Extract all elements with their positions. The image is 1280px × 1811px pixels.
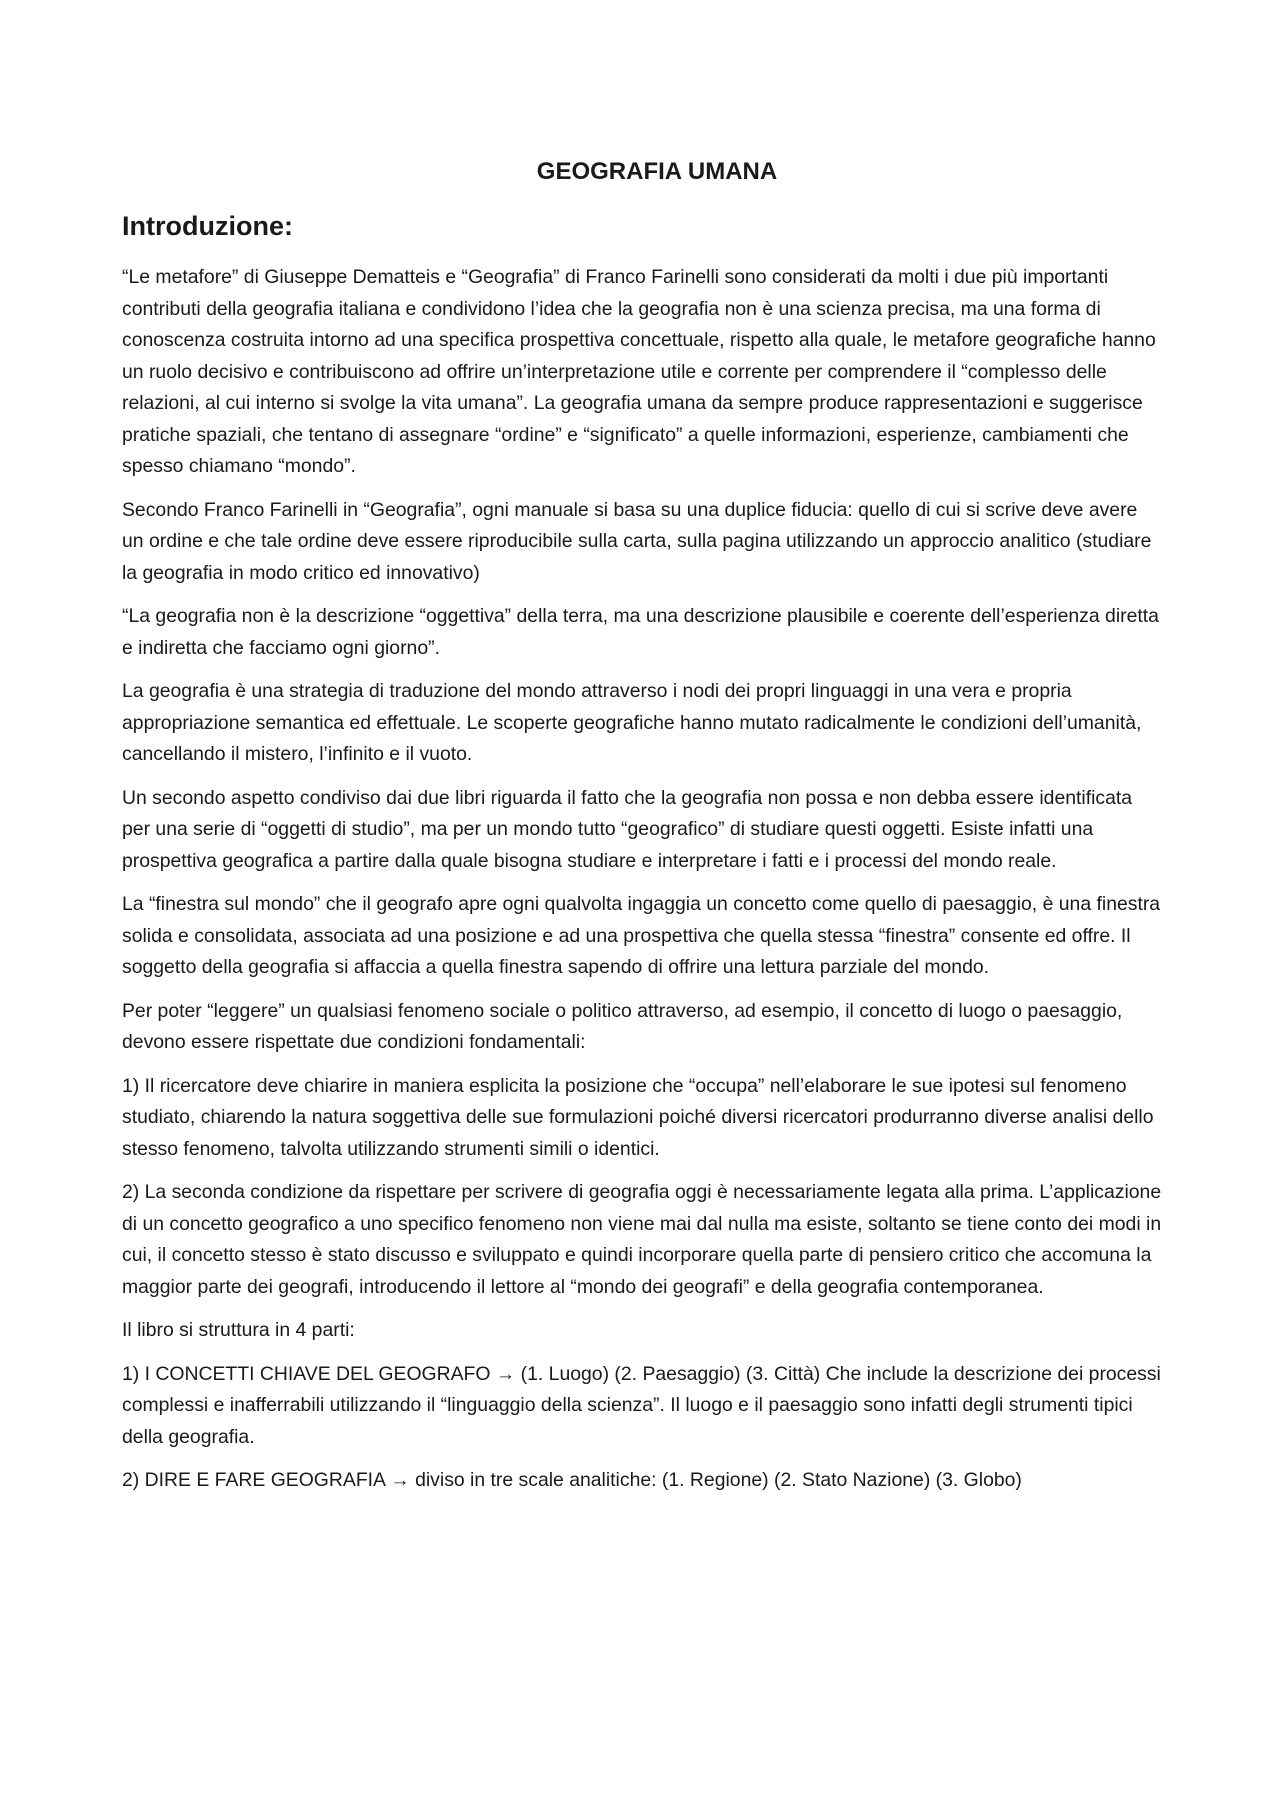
section-heading-introduzione: Introduzione:	[122, 211, 293, 241]
paragraph: “Le metafore” di Giuseppe Dematteis e “Geografia” di Franco Farinelli sono considerati da molti i due più importanti contributi della geografia italiana e condividono l’idea che la geografia non è una scienza precisa, ma una forma di conoscenza costruita intorno ad una specifica prospettiva concettuale, rispetto alla quale, le metafore geografiche hanno un ruolo decisivo e contribuiscono ad offrire un’interpretazione utile e corrente per comprendere il “complesso delle relazioni, al cui interno si svolge la vita umana”. La geografia umana da sempre produce rappresentazioni e suggerisce pratiche spaziali, che tentano di assegnare “ordine” e “significato” a quelle informazioni, esperienze, cambiamenti che spesso chiamano “mondo”.	[122, 266, 1156, 477]
paragraph: Il libro si struttura in 4 parti:	[122, 1319, 355, 1341]
arrow-right-icon: →	[495, 1362, 516, 1385]
quote-paragraph: “La geografia non è la descrizione “oggettiva” della terra, ma una descrizione plausibile e coerente dell’esperienza diretta e indiretta che facciamo ogni giorno”.	[122, 605, 1159, 659]
condition-1-paragraph: 1) Il ricercatore deve chiarire in maniera esplicita la posizione che “occupa” nell’elaborare le sue ipotesi sul fenomeno studiato, chiarendo la natura soggettiva delle sue formulazioni poiché diversi ricercatori produrranno diverse analisi dello stesso fenomeno, talvolta utilizzando strumenti simili o identici.	[122, 1074, 1154, 1160]
list-item-prefix: 1) I CONCETTI CHIAVE DEL GEOGRAFO	[122, 1362, 491, 1385]
arrow-right-icon: →	[390, 1469, 410, 1491]
list-item	[122, 1465, 1162, 1497]
document-page	[122, 156, 1162, 1509]
list-item-text: (1. Luogo) (2. Paesaggio) (3. Città) Che include la descrizione dei processi complessi e inafferrabili utilizzando il “linguaggio della scienza”. Il luogo e il paesaggio sono infatti degli strumenti tipici della geografia.	[122, 1362, 1161, 1448]
list-item-prefix: 2) DIRE E FARE GEOGRAFIA	[122, 1469, 385, 1491]
paragraph: La geografia è una strategia di traduzione del mondo attraverso i nodi dei propri linguaggi in una vera e propria appropriazione semantica ed effettuale. Le scoperte geografiche hanno mutato radicalmente le condizioni dell’umanità, cancellando il mistero, l’infinito e il vuoto.	[122, 680, 1142, 765]
paragraph: Per poter “leggere” un qualsiasi fenomeno sociale o politico attraverso, ad esempio, il concetto di luogo o paesaggio, devono essere rispettate due condizioni fondamentali:	[122, 999, 1123, 1053]
paragraph: La “finestra sul mondo” che il geografo apre ogni qualvolta ingaggia un concetto come quello di paesaggio, è una finestra solida e consolidata, associata ad una posizione e ad una prospettiva che quella stessa “finestra” consente ed offre. Il soggetto della geografia si affaccia a quella finestra sapendo di offrire una lettura parziale del mondo.	[122, 893, 1161, 978]
document-title: GEOGRAFIA UMANA	[536, 158, 778, 185]
list-item-text: diviso in tre scale analitiche: (1. Regione) (2. Stato Nazione) (3. Globo)	[415, 1469, 1022, 1491]
condition-2-paragraph: 2) La seconda condizione da rispettare per scrivere di geografia oggi è necessariamente legata alla prima. L’applicazione di un concetto geografico a uno specifico fenomeno non viene mai dal nulla ma esiste, soltanto se tiene conto dei modi in cui, il concetto stesso è stato discusso e sviluppato e quindi incorporare quella parte di pensiero critico che accomuna la maggior parte dei geografi, introducendo il lettore al “mondo dei geografi” e della geografia contemporanea.	[122, 1181, 1162, 1298]
list-item	[122, 1359, 1162, 1454]
paragraph: Un secondo aspetto condiviso dai due libri riguarda il fatto che la geografia non possa e non debba essere identificata per una serie di “oggetti di studio”, ma per un mondo tutto “geografico” di studiare questi oggetti. Esiste infatti una prospettiva geografica a partire dalla quale bisogna studiare e interpretare i fatti e i processi del mondo reale.	[122, 786, 1133, 872]
paragraph: Secondo Franco Farinelli in “Geografia”, ogni manuale si basa su una duplice fiducia: quello di cui si scrive deve avere un ordine e che tale ordine deve essere riproducibile sulla carta, sulla pagina utilizzando un approccio analitico (studiare la geografia in modo critico ed innovativo)	[122, 498, 1152, 584]
